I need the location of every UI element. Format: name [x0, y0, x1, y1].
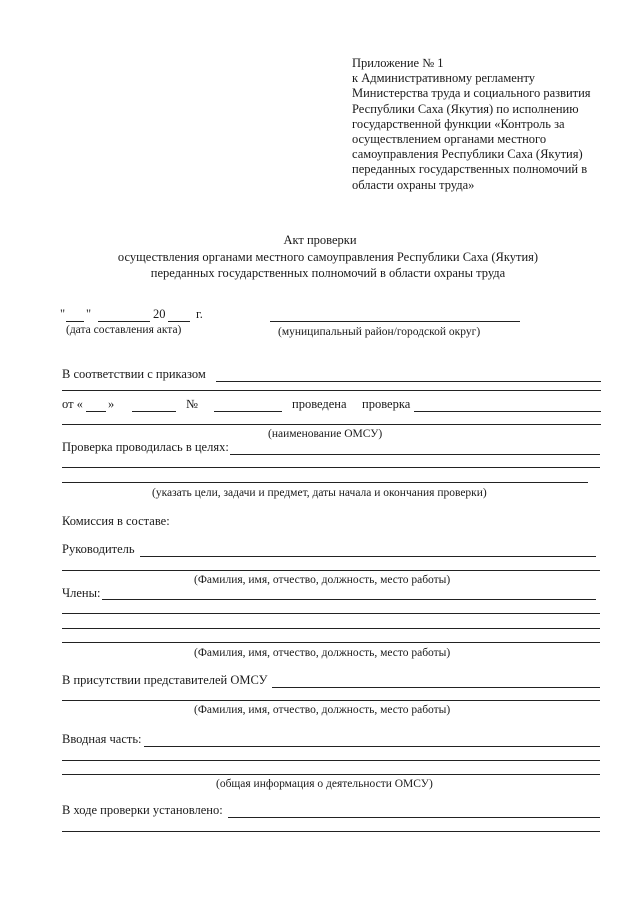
members-caption: (Фамилия, имя, отчество, должность, место работы) — [194, 647, 451, 659]
order-day-field[interactable] — [86, 411, 106, 412]
appendix-note — [352, 56, 612, 193]
appendix-line: Министерства труда и социального развития — [352, 86, 591, 101]
presence-caption: (Фамилия, имя, отчество, должность, место работы) — [194, 704, 451, 716]
purpose-field[interactable] — [230, 454, 600, 455]
appendix-line: Приложение № 1 — [352, 56, 444, 70]
order-month-field[interactable] — [132, 411, 176, 412]
appendix-line: области охраны труда» — [352, 177, 475, 192]
order-field-continuation[interactable] — [62, 390, 601, 391]
appendix-line: самоуправления Республики Саха (Якутия) — [352, 147, 583, 162]
intro-field[interactable] — [144, 746, 600, 747]
year-suffix: г. — [196, 307, 203, 321]
date-quote-close: " — [86, 307, 92, 321]
findings-label: В ходе проверки установлено: — [62, 803, 223, 817]
omsu-field-continuation[interactable] — [62, 424, 601, 425]
members-field-4[interactable] — [62, 642, 600, 643]
head-caption: (Фамилия, имя, отчество, должность, место работы) — [194, 574, 451, 586]
conducted-word: проведена — [292, 397, 347, 411]
year-prefix: 20 — [153, 307, 166, 321]
presence-label: В присутствии представителей ОМСУ — [62, 673, 268, 687]
date-caption: (дата составления акта) — [66, 324, 182, 336]
appendix-line: Республики Саха (Якутия) по исполнению — [352, 101, 579, 116]
district-field[interactable] — [270, 321, 520, 322]
order-number-field[interactable] — [214, 411, 282, 412]
members-field[interactable] — [102, 599, 596, 600]
purpose-field-2[interactable] — [62, 467, 600, 468]
order-from-close: » — [108, 397, 115, 411]
district-caption: (муниципальный район/городской округ) — [278, 326, 481, 338]
head-field[interactable] — [140, 556, 596, 557]
date-quote-open: " — [60, 307, 66, 321]
number-sign: № — [186, 397, 198, 411]
year-field[interactable] — [168, 321, 190, 322]
purpose-caption: (указать цели, задачи и предмет, даты начала и окончания проверки) — [152, 487, 487, 499]
intro-label: Вводная часть: — [62, 732, 142, 746]
document-subtitle-1: осуществления органами местного самоуправления Республики Саха (Якутия) — [117, 250, 539, 264]
head-field-2[interactable] — [62, 570, 600, 571]
appendix-line: государственной функции «Контроль за — [352, 116, 565, 131]
commission-label: Комиссия в составе: — [62, 514, 170, 528]
members-field-2[interactable] — [62, 613, 600, 614]
omsu-caption: (наименование ОМСУ) — [268, 428, 383, 440]
intro-caption: (общая информация о деятельности ОМСУ) — [216, 778, 433, 790]
presence-field-2[interactable] — [62, 700, 600, 701]
appendix-line: к Административному регламенту — [352, 71, 536, 86]
purpose-label: Проверка проводилась в целях: — [62, 440, 229, 454]
appendix-line: переданных государственных полномочий в — [352, 162, 588, 177]
members-label: Члены: — [62, 586, 101, 600]
order-field[interactable] — [216, 381, 601, 382]
head-label: Руководитель — [62, 542, 135, 556]
order-from-label: от « — [62, 397, 83, 411]
intro-field-2[interactable] — [62, 760, 600, 761]
check-word: проверка — [362, 397, 411, 411]
omsu-field[interactable] — [414, 411, 601, 412]
findings-field[interactable] — [228, 817, 600, 818]
findings-field-2[interactable] — [62, 831, 600, 832]
intro-field-3[interactable] — [62, 774, 600, 775]
appendix-line: осуществлением органами местного — [352, 132, 547, 147]
presence-field[interactable] — [272, 687, 600, 688]
document-title: Акт проверки — [283, 233, 357, 247]
document-subtitle-2: переданных государственных полномочий в области охраны труда — [150, 266, 506, 280]
purpose-field-3[interactable] — [62, 482, 588, 483]
order-label: В соответствии с приказом — [62, 367, 206, 381]
members-field-3[interactable] — [62, 628, 600, 629]
month-field[interactable] — [98, 321, 150, 322]
day-field[interactable] — [66, 321, 84, 322]
